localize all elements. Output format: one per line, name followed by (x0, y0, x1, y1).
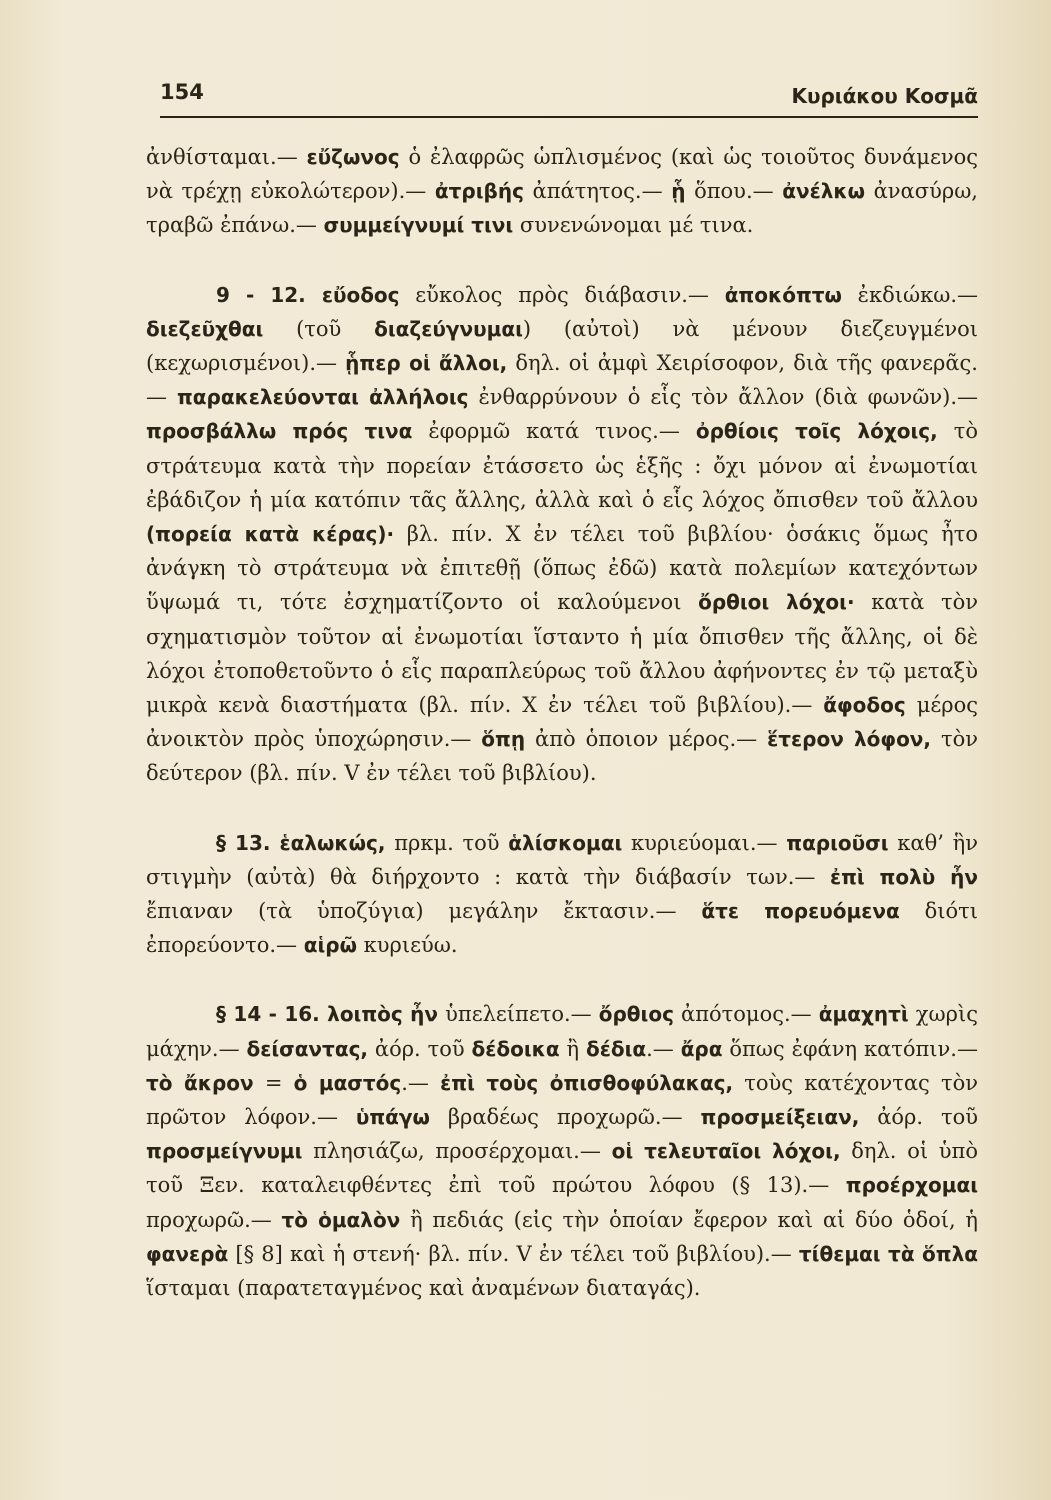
gloss-text: .— (401, 1070, 441, 1095)
gloss-text: ὁ ἐλαφρῶς ὡπλισμένος (καὶ ὡς τοιοῦτος δυνάμενος νὰ τρέχῃ εὐκολώτερον).— (146, 145, 978, 204)
gloss-text: τὸ στράτευμα κατὰ τὴν πορείαν ἐτάσσετο ὡς ἑξῆς : ὄχι μόνον αἱ ἐνωμοτίαι ἐβάδιζον ἡ μία κατόπιν τᾶς ἄλλης, ἀλλὰ καὶ ὁ εἷς λόχος ὄπισθεν τοῦ ἄλλου (146, 419, 978, 512)
gloss-text: ἀπότομος.— (673, 1002, 819, 1027)
lemma-bold: τίθεμαι τὰ ὅπλα (798, 1241, 978, 1266)
lemma-bold: ᾗπερ οἱ ἄλλοι, (345, 351, 508, 376)
gloss-text: ) (αὐτοὶ) νὰ μένουν διεζευγμένοι (κεχωρισμένοι).— (146, 316, 978, 376)
running-title: Κυριάκου Κοσμᾶ (791, 84, 978, 108)
lemma-bold: ὄρθιοι λόχοι· (698, 590, 855, 615)
lemma-bold: αἱρῶ (303, 933, 357, 958)
gloss-text: ὑπελείπετο.— (438, 1002, 599, 1027)
gloss-text: εὔκολος πρὸς διάβασιν.— (399, 282, 725, 307)
lemma-bold: διαζεύγνυμαι (374, 316, 523, 341)
lemma-bold: ἐπὶ τοὺς ὀπισθοφύλακας, (440, 1070, 734, 1095)
lemma-bold: ἀμαχητὶ (818, 1002, 909, 1027)
gloss-text: ὅπου.— (685, 179, 783, 204)
gloss-text: ἀόρ. τοῦ (368, 1036, 472, 1061)
lemma-bold: δείσαντας, (246, 1036, 369, 1061)
lemma-bold: τὸ ὁμαλὸν (281, 1207, 401, 1232)
gloss-text: βλ. πίν. X ἐν τέλει τοῦ βιβλίου· ὁσάκις ὅμως ἦτο ἀνάγκη τὸ στράτευμα νὰ ἐπιτεθῇ (ὅπως ἐδῶ) κατὰ πολεμίων κατεχόντων ὕψωμά τι, τότε ἐσχηματίζοντο οἱ καλούμενοι (146, 522, 978, 615)
lemma-bold: προσμείξειαν, (700, 1105, 860, 1130)
lemma-bold: προσμείγνυμι (146, 1139, 303, 1164)
lemma-bold: δέδια (585, 1036, 647, 1061)
gloss-text: βραδέως προχωρῶ.— (429, 1105, 701, 1130)
gloss-text: προχωρῶ.— (146, 1207, 282, 1232)
lemma-bold: εὔζωνος (306, 145, 400, 169)
lemma-bold: δέδοικα (471, 1036, 560, 1061)
gloss-text: ἀπάτητος.— (523, 179, 672, 204)
gloss-text: συνενώνομαι μέ τινα. (513, 213, 754, 238)
lemma-bold: ὄρθιος (598, 1002, 674, 1027)
lemma-bold: ὅπῃ (481, 727, 526, 752)
paragraph-sections-9-12 (146, 278, 978, 791)
lemma-bold: ᾗ (671, 179, 686, 204)
gloss-text: ἐκδιώκω.— (841, 282, 978, 307)
gloss-text: καθ’ ἣν στιγμὴν (αὐτὰ) θὰ διήρχοντο : κατὰ τὴν διάβασίν των.— (146, 830, 978, 889)
lemma-bold: ἀποκόπτω (724, 282, 842, 307)
gloss-text: .— (646, 1036, 681, 1061)
gloss-text: τὸν δεύτερον (βλ. πίν. V ἐν τέλει τοῦ βιβλίου). (146, 727, 978, 786)
lemma-bold: ὀρθίοις τοῖς λόχοις, (695, 419, 938, 444)
commentary-text (146, 140, 978, 1305)
paragraph-sections-14-16 (146, 997, 978, 1305)
gloss-text: [§ 8] καὶ ἡ στενή· βλ. πίν. V ἐν τέλει τοῦ βιβλίου).— (228, 1241, 799, 1266)
lemma-bold: οἱ τελευταῖοι λόχοι, (611, 1139, 841, 1164)
lemma-bold: προσβάλλω πρός τινα (146, 419, 413, 444)
lemma-bold: τὸ ἄκρον (146, 1070, 254, 1095)
gloss-text: (τοῦ (263, 316, 375, 341)
gloss-text: ἢ (559, 1036, 586, 1061)
lemma-bold: ὑπάγω (355, 1105, 430, 1130)
gloss-text: πρκμ. τοῦ (385, 830, 509, 855)
gloss-text: ἀόρ. τοῦ (859, 1105, 979, 1130)
gloss-text: ἀνασύρω, τραβῶ ἐπάνω.— (146, 179, 978, 238)
gloss-text: πλησιάζω, προσέρχομαι.— (302, 1139, 612, 1164)
lemma-bold: (πορεία κατὰ κέρας)· (146, 522, 395, 547)
gloss-text: δηλ. οἱ ὑπὸ τοῦ Ξεν. καταλειφθέντες ἐπὶ τοῦ πρώτου λόφου (§ 13).— (146, 1139, 978, 1198)
lemma-bold: συμμείγνυμί τινι (323, 213, 514, 238)
paragraph-section-13 (146, 826, 978, 963)
lemma-bold: ἅτε πορευόμενα (701, 899, 900, 924)
gloss-text: ἵσταμαι (παρατεταγμένος καὶ ἀναμένων διαταγάς). (146, 1276, 701, 1301)
paragraph-continuation (146, 140, 978, 243)
running-header (160, 80, 978, 118)
gloss-text: κυριεύομαι.— (622, 830, 787, 855)
gloss-text: ἔπιαναν (τὰ ὑποζύγια) μεγάλην ἔκτασιν.— (146, 899, 702, 924)
lemma-bold: ἄρα (680, 1036, 723, 1061)
gloss-text: χωρὶς μάχην.— (146, 1002, 978, 1061)
lemma-bold: ἀτριβής (434, 179, 524, 204)
gloss-text: διότι ἐπορεύοντο.— (146, 899, 978, 958)
lemma-bold: ἁλίσκομαι (508, 830, 623, 855)
gloss-text: ἀπὸ ὁποιον μέρος.— (525, 727, 768, 752)
gloss-text: ἢ πεδιάς (εἰς τὴν ὁποίαν ἔφερον καὶ αἱ δύο ὁδοί, ἡ (400, 1207, 978, 1232)
gloss-text: κυριεύω. (356, 933, 458, 958)
lemma-bold: παριοῦσι (786, 830, 889, 855)
lemma-bold: ὁ μαστός (293, 1070, 402, 1095)
gloss-text: ἀνθίσταμαι.— (146, 145, 307, 169)
lemma-bold: ἄφοδος (823, 693, 906, 718)
gloss-text: δηλ. οἱ ἀμφὶ Χειρίσοφον, διὰ τῆς φανερᾶς.— (146, 351, 978, 410)
lemma-bold: φανερὰ (146, 1241, 229, 1266)
gloss-text: κατὰ τὸν σχηματισμὸν τοῦτον αἱ ἐνωμοτίαι ἵσταντο ἡ μία ὄπισθεν τῆς ἄλλης, οἱ δὲ λόχοι ἐτοποθετοῦντο ὁ εἷς παραπλεύρως τοῦ ἄλλου ἀφήνοντες ἐν τῷ μεταξὺ μικρὰ κενὰ διαστήματα (βλ. πίν. X ἐν τέλει τοῦ βιβλίου).— (146, 590, 979, 718)
gloss-text: = (253, 1070, 294, 1095)
gloss-text: τοὺς κατέχοντας τὸν πρῶτον λόφον.— (146, 1070, 978, 1130)
lemma-bold: διεζεῦχθαι (146, 316, 264, 341)
gloss-text: ἐφορμῶ κατά τινος.— (412, 419, 696, 444)
lemma-bold: § 14 - 16. λοιπὸς ἦν (216, 1002, 439, 1027)
gloss-text: μέρος ἀνοικτὸν πρὸς ὑποχώρησιν.— (146, 693, 978, 752)
gloss-text: ὅπως ἐφάνη κατόπιν.— (722, 1036, 978, 1061)
lemma-bold: ἐπὶ πολὺ ἦν (829, 864, 978, 889)
lemma-bold: 9 - 12. εὔοδος (216, 282, 400, 307)
page-number: 154 (160, 80, 204, 104)
lemma-bold: παρακελεύονται ἀλλήλοις (176, 385, 469, 410)
lemma-bold: § 13. ἑαλωκώς, (216, 830, 386, 855)
gloss-text: ἐνθαρρύνουν ὁ εἷς τὸν ἄλλον (διὰ φωνῶν).— (468, 385, 978, 410)
lemma-bold: ἀνέλκω (782, 179, 865, 204)
lemma-bold: ἕτερον λόφον, (767, 727, 932, 752)
lemma-bold: προέρχομαι (845, 1173, 978, 1198)
